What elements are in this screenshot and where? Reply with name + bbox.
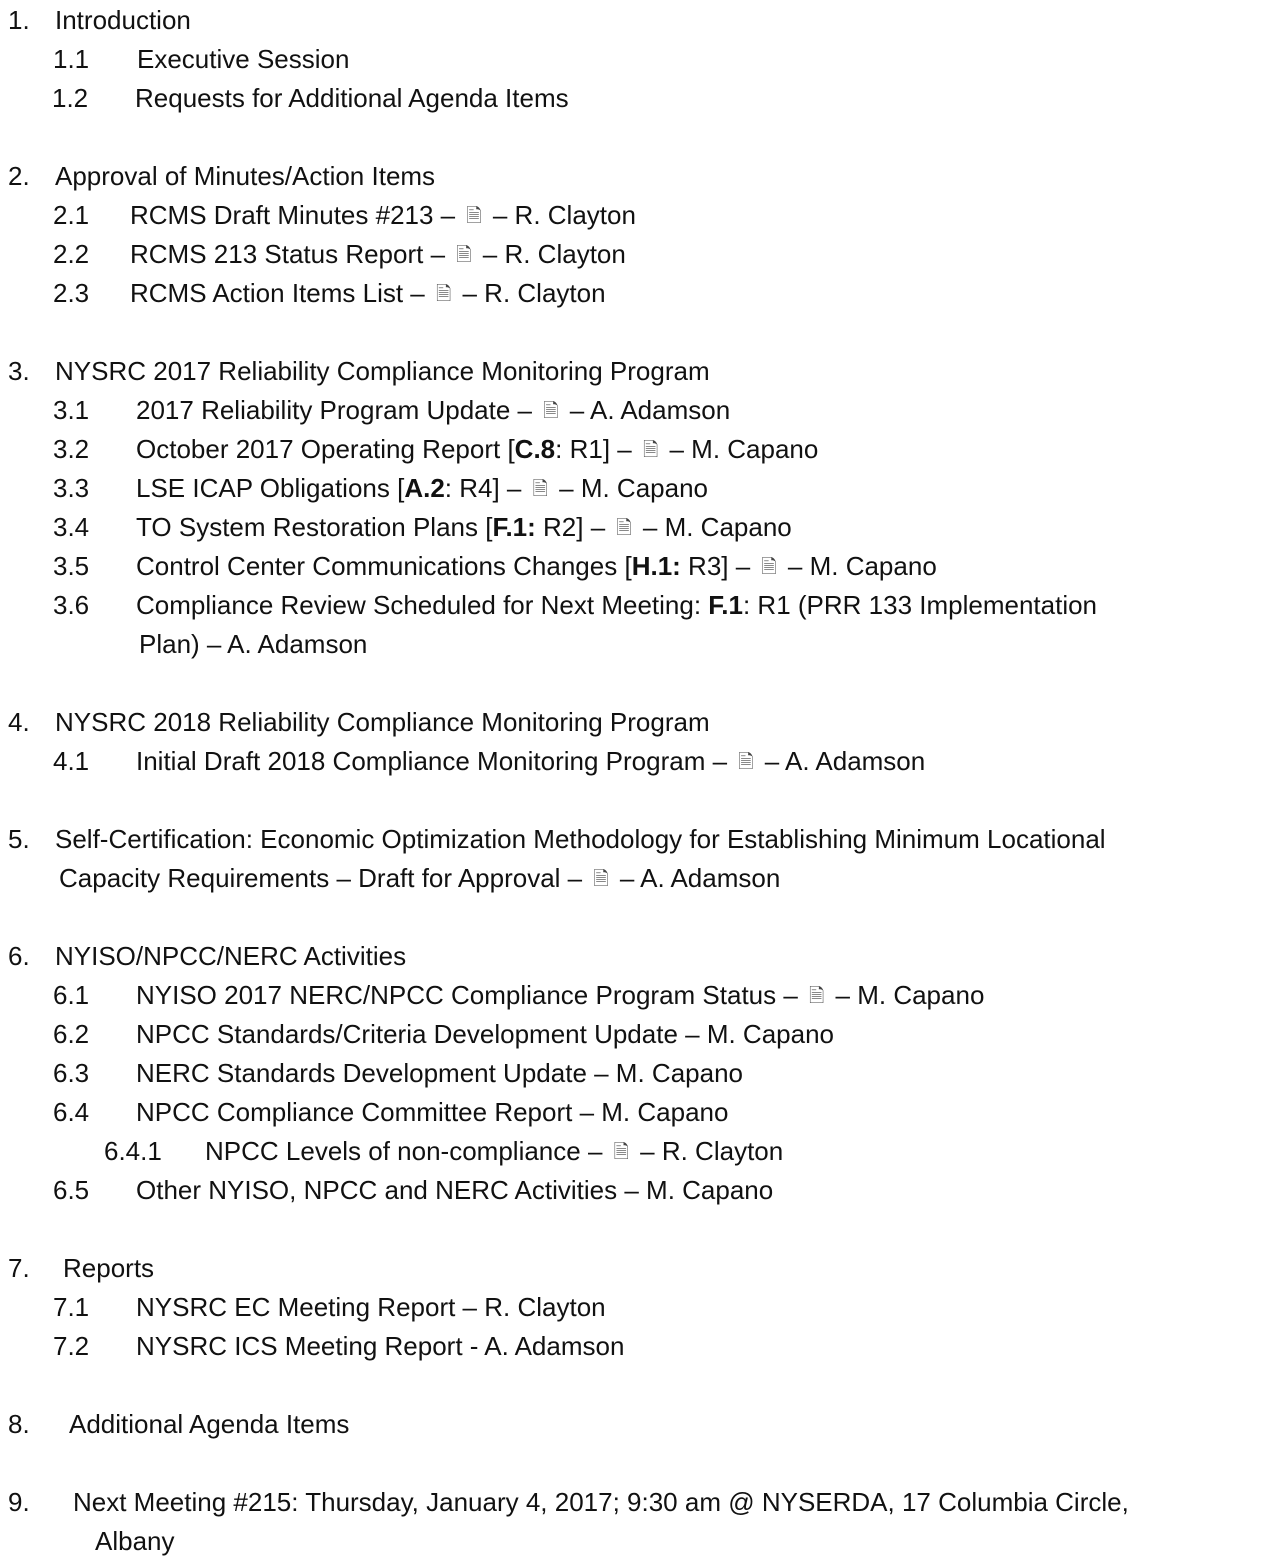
section-number: 6. [8,941,30,971]
agenda-item-6-4 [8,1093,1263,1132]
item-text: NERC Standards Development Update – M. Capano [136,1058,743,1088]
agenda-document [8,1,1263,1561]
item-number: 1.2 [52,83,89,113]
requirement-ref: : R1] – [555,434,639,464]
document-icon[interactable]: 🗎 [466,206,482,227]
agenda-section-7 [8,1249,1263,1288]
item-number: 4.1 [53,746,90,776]
document-icon[interactable]: 🗎 [616,518,632,539]
item-number: 7.1 [53,1292,90,1322]
agenda-item-3-1 [8,391,1263,430]
agenda-section-8 [8,1405,1263,1444]
item-presenter: – M. Capano [635,512,792,542]
item-text [136,547,937,587]
agenda-item-3-5 [8,547,1263,586]
item-text: Executive Session [137,44,350,74]
document-icon[interactable]: 🗎 [613,1142,629,1163]
document-icon[interactable]: 🗎 [809,986,825,1007]
agenda-section-3 [8,352,1263,391]
item-number: 3.3 [53,473,90,503]
agenda-item-6-1 [8,976,1263,1015]
agenda-section-9-continuation [8,1522,1263,1561]
item-title: October 2017 Operating Report [ [136,434,515,464]
item-text [130,196,636,236]
section-title: Self-Certification: Economic Optimization Methodology for Establishing Minimum Locational [55,824,1106,854]
item-title: LSE ICAP Obligations [ [136,473,405,503]
item-number: 3.5 [53,551,90,581]
section-number: 5. [8,824,30,854]
standard-ref: H.1: [631,551,681,581]
section-number: 9. [8,1487,30,1517]
document-icon[interactable]: 🗎 [761,557,777,578]
item-number: 7.2 [53,1331,90,1361]
requirement-ref: R2] – [535,512,613,542]
agenda-item-3-4 [8,508,1263,547]
item-title: Initial Draft 2018 Compliance Monitoring Program – [136,746,735,776]
item-title: 2017 Reliability Program Update – [136,395,540,425]
item-text [136,742,925,782]
item-number: 3.2 [53,434,90,464]
agenda-item-1-2 [8,79,1263,118]
agenda-section-4 [8,703,1263,742]
section-presenter: – A. Adamson [612,863,781,893]
agenda-section-5 [8,820,1263,859]
agenda-item-2-1 [8,196,1263,235]
agenda-section-9 [8,1483,1263,1522]
document-icon[interactable]: 🗎 [642,440,659,461]
item-presenter: – R. Clayton [455,278,606,308]
item-text [130,274,606,314]
agenda-item-6-5 [8,1171,1263,1210]
document-icon[interactable]: 🗎 [456,245,472,266]
item-text: Other NYISO, NPCC and NERC Activities – M. Capano [136,1175,774,1205]
standard-ref: C.8 [514,434,556,464]
item-presenter: – A. Adamson [757,746,926,776]
item-number: 2.1 [53,200,90,230]
item-number: 6.2 [53,1019,90,1049]
standard-ref: F.1: [492,512,536,542]
agenda-item-6-2 [8,1015,1263,1054]
section-title: Next Meeting #215: Thursday, January 4, 2017; 9:30 am @ NYSERDA, 17 Columbia Circle, [73,1487,1129,1517]
agenda-item-3-6 [8,586,1263,625]
item-text [136,391,730,431]
section-title: NYSRC 2018 Reliability Compliance Monitoring Program [55,707,710,737]
agenda-section-2 [8,157,1263,196]
item-text [136,469,708,509]
item-presenter: – M. Capano [780,551,937,581]
standard-ref: A.2 [404,473,445,503]
item-number: 3.4 [53,512,90,542]
item-number: 3.6 [53,590,90,620]
item-text [205,1132,783,1172]
section-number: 7. [8,1253,30,1283]
item-text: NYSRC EC Meeting Report – R. Clayton [136,1292,606,1322]
section-title-continuation: Albany [95,1526,175,1556]
item-presenter: – R. Clayton [632,1136,784,1166]
agenda-item-3-6-continuation [8,625,1263,664]
item-presenter: – M. Capano [662,434,819,464]
section-title: Approval of Minutes/Action Items [55,161,436,191]
item-text [136,508,792,548]
item-text-continuation: Plan) – A. Adamson [139,629,368,659]
item-number: 3.1 [53,395,90,425]
requirement-ref: : R1 (PRR 133 Implementation [742,590,1098,620]
item-presenter: – M. Capano [551,473,708,503]
item-title: Compliance Review Scheduled for Next Meeting: [136,590,709,620]
requirement-ref: R3] – [680,551,758,581]
document-icon[interactable]: 🗎 [543,401,559,422]
agenda-section-6 [8,937,1263,976]
document-icon[interactable]: 🗎 [435,284,452,305]
section-title: Introduction [55,5,191,35]
section-number: 8. [8,1409,30,1439]
item-number: 2.3 [53,278,90,308]
section-title-rest: Capacity Requirements – Draft for Approval – [59,863,590,893]
section-number: 1. [8,5,30,35]
section-title: NYSRC 2017 Reliability Compliance Monitoring Program [55,356,710,386]
agenda-item-6-3 [8,1054,1263,1093]
item-number: 6.4 [53,1097,90,1127]
section-number: 2. [8,161,30,191]
item-text: Requests for Additional Agenda Items [135,83,569,113]
item-title: Control Center Communications Changes [ [136,551,632,581]
agenda-section-1 [8,1,1263,40]
document-icon[interactable]: 🗎 [738,752,754,773]
section-title: Reports [63,1253,155,1283]
item-title: TO System Restoration Plans [ [136,512,493,542]
item-number: 6.4.1 [104,1136,162,1166]
item-presenter: – R. Clayton [485,200,636,230]
section-number: 3. [8,356,30,386]
section-title: Additional Agenda Items [69,1409,350,1439]
section-title-continuation [59,859,780,899]
item-text: NYSRC ICS Meeting Report - A. Adamson [136,1331,625,1361]
item-title: NYISO 2017 NERC/NPCC Compliance Program Status – [136,980,806,1010]
item-number: 6.1 [53,980,90,1010]
document-icon[interactable]: 🗎 [593,869,609,890]
agenda-item-4-1 [8,742,1263,781]
item-number: 1.1 [53,44,90,74]
item-presenter: – A. Adamson [562,395,731,425]
agenda-item-6-4-1 [8,1132,1263,1171]
item-title: RCMS 213 Status Report – [130,239,453,269]
item-title: NPCC Levels of non-compliance – [205,1136,610,1166]
item-text [136,586,1097,625]
agenda-item-7-2 [8,1327,1263,1366]
standard-ref: F.1 [708,590,743,620]
item-text: NPCC Standards/Criteria Development Update – M. Capano [136,1019,835,1049]
item-text [136,430,818,470]
document-icon[interactable]: 🗎 [532,479,548,500]
agenda-section-5-continuation [8,859,1263,898]
agenda-item-2-2 [8,235,1263,274]
section-number: 4. [8,707,30,737]
requirement-ref: : R4] – [444,473,529,503]
item-presenter: – R. Clayton [475,239,626,269]
item-title: RCMS Draft Minutes #213 – [130,200,463,230]
item-number: 2.2 [53,239,90,269]
agenda-item-3-3 [8,469,1263,508]
item-text: NPCC Compliance Committee Report – M. Capano [136,1097,729,1127]
item-text [136,976,984,1016]
item-number: 6.5 [53,1175,90,1205]
item-presenter: – M. Capano [828,980,985,1010]
item-title: RCMS Action Items List – [130,278,432,308]
agenda-item-2-3 [8,274,1263,313]
item-number: 6.3 [53,1058,90,1088]
agenda-item-7-1 [8,1288,1263,1327]
agenda-item-3-2 [8,430,1263,469]
item-text [130,235,626,275]
section-title: NYISO/NPCC/NERC Activities [55,941,407,971]
agenda-item-1-1 [8,40,1263,79]
